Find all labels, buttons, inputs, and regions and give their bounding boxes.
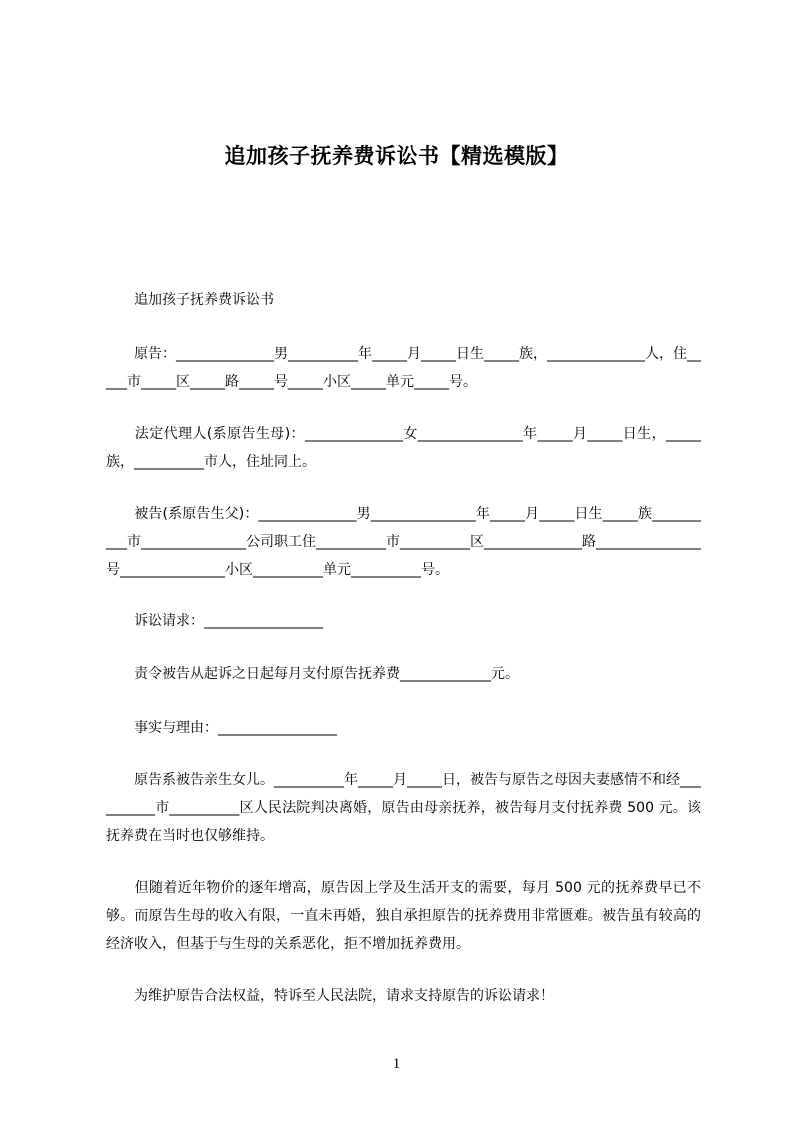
page-number: 1 bbox=[392, 1056, 401, 1072]
defendant-paragraph: 被告(系原告生父)：______________男_______________年_____月_____日生_____族__________市_______________公司职工住__________市__________区______________路_______________号_______________小区__________单元__________号。 bbox=[106, 506, 701, 578]
claim-paragraph: 责令被告从起诉之日起每月支付原告抚养费_____________元。 bbox=[106, 666, 519, 682]
document-title: 追加孩子抚养费诉讼书【精选模版】 bbox=[224, 144, 569, 168]
claims-heading: 诉讼请求：_________________ bbox=[106, 613, 323, 629]
plaintiff-paragraph: 原告：______________男__________年_____月_____日生_____族，______________人，住_____市_____区_____路_____号_____小区_____单元_____号。 bbox=[106, 346, 701, 390]
facts-paragraph-1: 原告系被告亲生女儿。__________年_____月_____日，被告与原告之母因夫妻感情不和经__________市__________区人民法院判决离婚，原告由母亲抚养，被告每月支付抚养费 500 元。该抚养费在当时也仅够维持。 bbox=[106, 772, 701, 844]
closing-paragraph: 为维护原告合法权益，特诉至人民法院，请求支持原告的诉讼请求！ bbox=[106, 988, 554, 1004]
facts-heading: 事实与理由：_________________ bbox=[106, 720, 337, 736]
subtitle-paragraph: 追加孩子抚养费诉讼书 bbox=[106, 292, 274, 308]
legal-representative-paragraph: 法定代理人(系原告生母)：______________女_______________年_____月_____日生，_____族，__________市人，住址同上。 bbox=[106, 426, 701, 470]
facts-paragraph-2: 但随着近年物价的逐年增高，原告因上学及生活开支的需要，每月 500 元的抚养费早已不够。而原告生母的收入有限，一直未再婚，独自承担原告的抚养费用非常匮难。被告虽有较高的经济收入，但基于与生母的关系恶化，拒不增加抚养费用。 bbox=[106, 880, 701, 952]
